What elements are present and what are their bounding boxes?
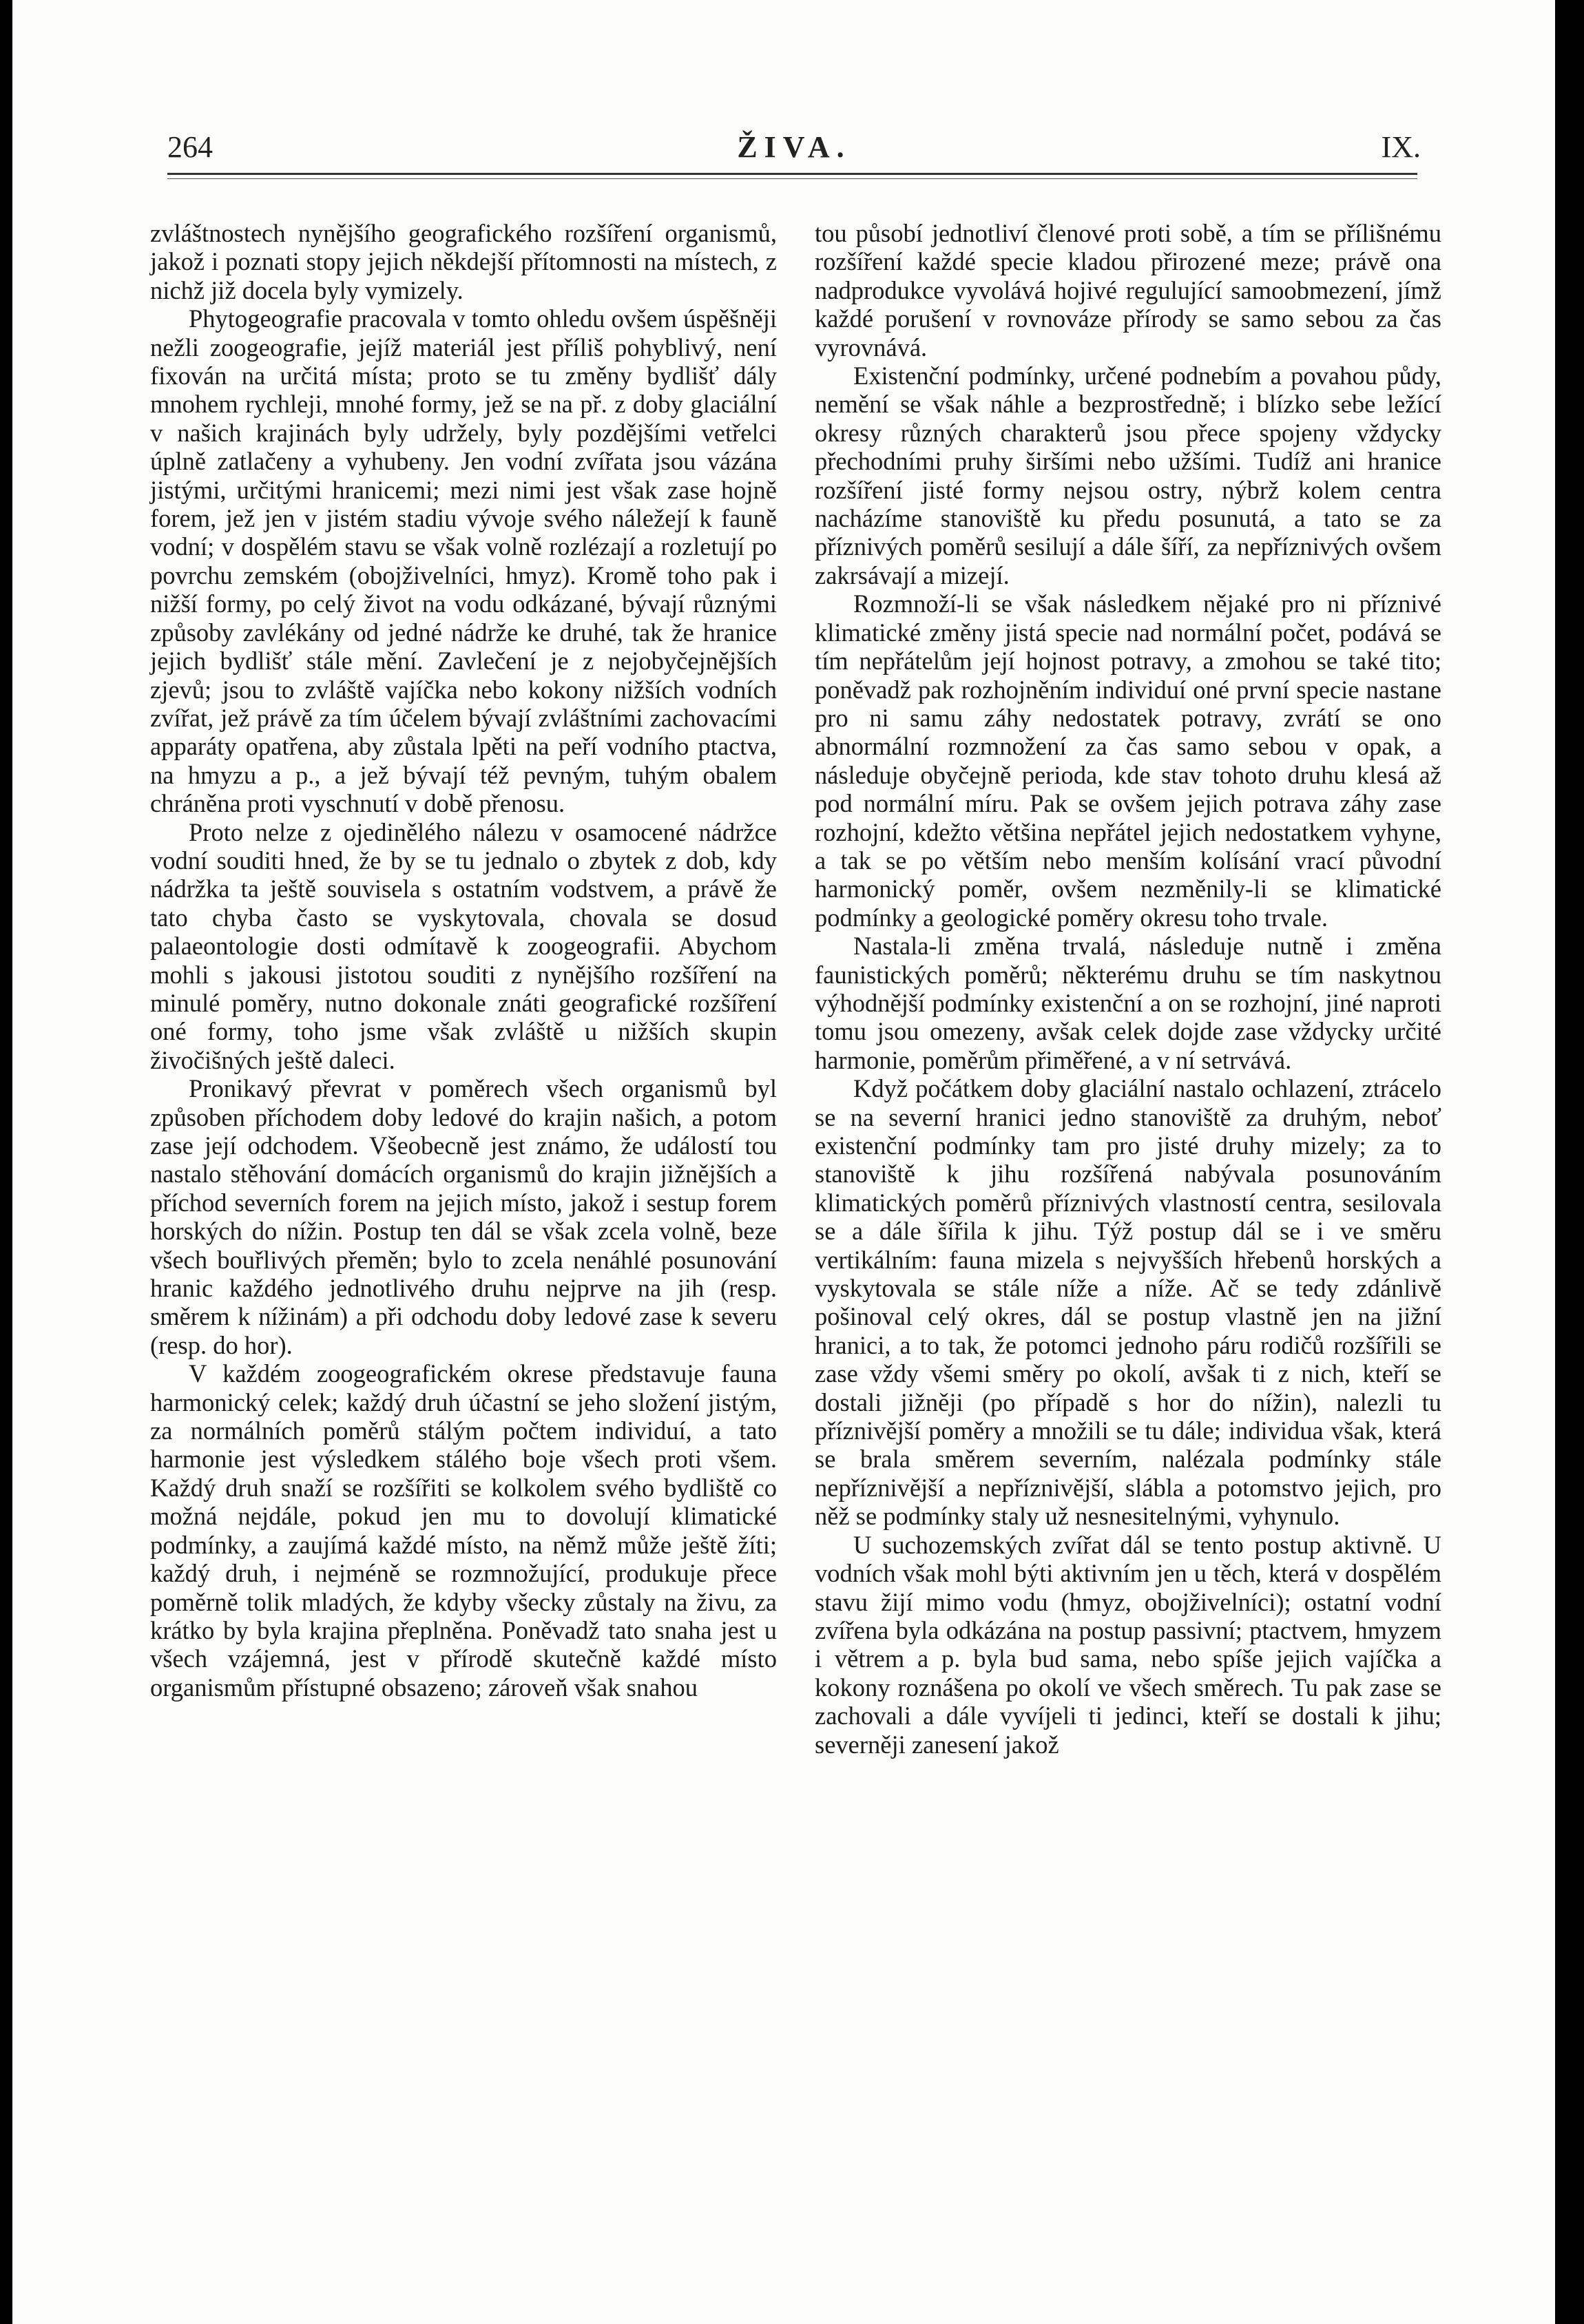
paragraph: tou působí jednotliví členové proti sobě, a tím se přílišnému rozšíření každé specie kladou přirozené meze; právě ona nadprodukce vyvolává hojivé regulující samoobmezení, jímž každé porušení v rovnováze přírody se samo sebou za čas vyrovnává. [815, 219, 1441, 362]
paragraph: Rozmnoží-li se však následkem nějaké pro ni příznivé klimatické změny jistá specie nad normální počet, podává se tím nepřátelům její hojnost potravy, a zmohou se také tito; poněvadž pak rozhojněním individuí oné první specie nastane pro ni samu záhy nedostatek potravy, zvrátí se ono abnormální rozmnožení za čas samo sebou v opak, a následuje obyčejně perioda, kde stav tohoto druhu klesá až pod normální míru. Pak se ovšem jejich potrava záhy zase rozhojní, kdežto většina nepřátel jejich nedostatkem vyhyne, a tak se po větším nebo menším kolísání vrací původní harmonický poměr, ovšem nezměnily-li se klimatické podmínky a geologické poměry okresu toho trvale. [815, 589, 1441, 932]
paragraph: Nastala-li změna trvalá, následuje nutně i změna faunistických poměrů; některému druhu se tím naskytnou výhodnější podmínky existenční a on se rozhojní, jiné naproti tomu jsou omezeny, avšak celek dojde zase vždycky určité harmonie, poměrům přiměřené, a v ní setrvává. [815, 932, 1441, 1074]
scanned-page [12, 0, 1555, 2324]
header-rule-thin [167, 178, 1417, 179]
paragraph: zvláštnostech nynějšího geografického rozšíření organismů, jakož i poznati stopy jejich někdejší přítomnosti na místech, z nichž již docela byly vymizely. [150, 219, 777, 304]
right-column [815, 219, 1441, 1759]
scan-border [1555, 0, 1584, 2324]
paragraph: Phytogeografie pracovala v tomto ohledu ovšem úspěšněji nežli zoogeografie, jejíž materiál jest příliš pohyblivý, není fixován na určitá místa; proto se tu změny bydlišť dály mnohem rychleji, mnohé formy, jež se na př. z doby glaciální v našich krajinách byly udržely, byly pozdějšími vetřelci úplně zatlačeny a vyhubeny. Jen vodní zvířata jsou vázána jistými, určitými hranicemi; mezi nimi jest však zase hojně forem, jež jen v jistém stadiu vývoje svého náležejí k fauně vodní; v dospělém stavu se však volně rozlézají a rozletují po povrchu zemském (obojživelníci, hmyz). Kromě toho pak i nižší formy, po celý život na vodu odkázané, bývají různými způsoby zavlékány od jedné nádrže ke druhé, tak že hranice jejich bydlišť stále mění. Zavlečení je z nejobyčejnějších zjevů; jsou to zvláště vajíčka nebo kokony nižších vodních zvířat, jež právě za tím účelem bývají zvláštními zachovacími apparáty opatřena, aby zůstala lpěti na peří vodního ptactva, na hmyzu a p., a jež bývají též pevným, tuhým obalem chráněna proti vyschnutí v době přenosu. [150, 304, 777, 818]
paragraph: Pronikavý převrat v poměrech všech organismů byl způsoben příchodem doby ledové do krajin našich, a potom zase její odchodem. Všeobecně jest známo, že událostí tou nastalo stěhování domácích organismů do krajin jižnějších a příchod severních forem na jejich místo, jakož i sestup forem horských do nížin. Postup ten dál se však zcela volně, beze všech bouřlivých přeměn; bylo to zcela nenáhlé posunování hranic každého jednotlivého druhu nejprve na jih (resp. směrem k nížinám) a při odchodu doby ledové zase k severu (resp. do hor). [150, 1074, 777, 1359]
header-rule-thick [167, 173, 1417, 175]
paragraph: U suchozemských zvířat dál se tento postup aktivně. U vodních však mohl býti aktivním jen u těch, která v dospělém stavu žijí mimo vodu (hmyz, obojživelníci); ostatní vodní zvířena byla odkázána na postup passivní; ptactvem, hmyzem i větrem a p. byla bud sama, nebo spíše jejich vajíčka a kokony roznášena po okolí ve všech směrech. Tu pak zase se zachovali a dále vyvíjeli ti jedinci, kteří se dostali k jihu; severněji zanesení jakož [815, 1530, 1441, 1759]
page-number: 264 [167, 130, 213, 164]
running-header [167, 124, 1421, 172]
paragraph: Existenční podmínky, určené podnebím a povahou půdy, nemění se však náhle a bezprostředně; i blízko sebe ležící okresy různých charakterů jsou přece spojeny vždycky přechodními pruhy širšími nebo užšími. Tudíž ani hranice rozšíření jisté formy nejsou ostry, nýbrž kolem centra nacházíme stanoviště ku předu posunutá, a tato se za příznivých poměrů sesilují a dále šíří, za nepříznivých ovšem zakrsávají a mizejí. [815, 362, 1441, 589]
paragraph: V každém zoogeografickém okrese představuje fauna harmonický celek; každý druh účastní se jeho složení jistým, za normálních poměrů stálým počtem individuí, a tato harmonie jest výsledkem stálého boje všech proti všem. Každý druh snaží se rozšířiti se kolkolem svého bydliště co možná nejdále, pokud jen mu to dovolují klimatické podmínky, a zaujímá každé místo, na němž může ještě žíti; každý druh, i nejméně se rozmnožující, produkuje přece poměrně tolik mladých, že kdyby všecky zůstaly na živu, za krátko by byla krajina přeplněna. Poněvadž tato snaha jest u všech vzájemná, jest v přírodě skutečně každé místo organismům přístupné obsazeno; zároveň však snahou [150, 1359, 777, 1702]
left-column [150, 219, 777, 1702]
paragraph: Když počátkem doby glaciální nastalo ochlazení, ztrácelo se na severní hranici jedno stanoviště za druhým, neboť existenční podmínky tam pro jisté druhy mizely; za to stanoviště k jihu rozšířená nabývala posunováním klimatických poměrů příznivých vlastností centra, sesilovala se a dále šířila k jihu. Týž postup dál se i ve směru vertikálním: fauna mizela s nejvyšších hřebenů horských a vyskytovala se stále níže a níže. Ač se tedy zdánlivě pošinoval celý okres, dál se postup vlastně jen na jižní hranici, a to tak, že potomci jednoho páru rodičů rozšířili se zase vždy všemi směry po okolí, avšak ti z nich, kteří se dostali jižněji (po případě s hor do nížin), nalezli tu příznivější poměry a množili se tu dále; individua však, která se brala směrem severním, nalézala podmínky stále nepříznivější a nepříznivější, slábla a potomstvo jejich, pro něž se podmínky staly už nesnesitelnými, vyhynulo. [815, 1074, 1441, 1531]
journal-title: ŽIVA. [737, 130, 851, 164]
paragraph: Proto nelze z ojedinělého nálezu v osamocené nádržce vodní souditi hned, že by se tu jednalo o zbytek z dob, kdy nádržka ta ještě souvisela s ostatním vodstvem, a právě že tato chyba často se vyskytovala, chovala se dosud palaeontologie dosti odmítavě k zoogeografii. Abychom mohli s jakousi jistotou souditi z nynějšího rozšíření na minulé poměry, nutno dokonale znáti geografické rozšíření oné formy, toho jsme však zvláště u nižších skupin živočišných ještě daleci. [150, 817, 777, 1074]
volume-number: IX. [1381, 130, 1421, 164]
